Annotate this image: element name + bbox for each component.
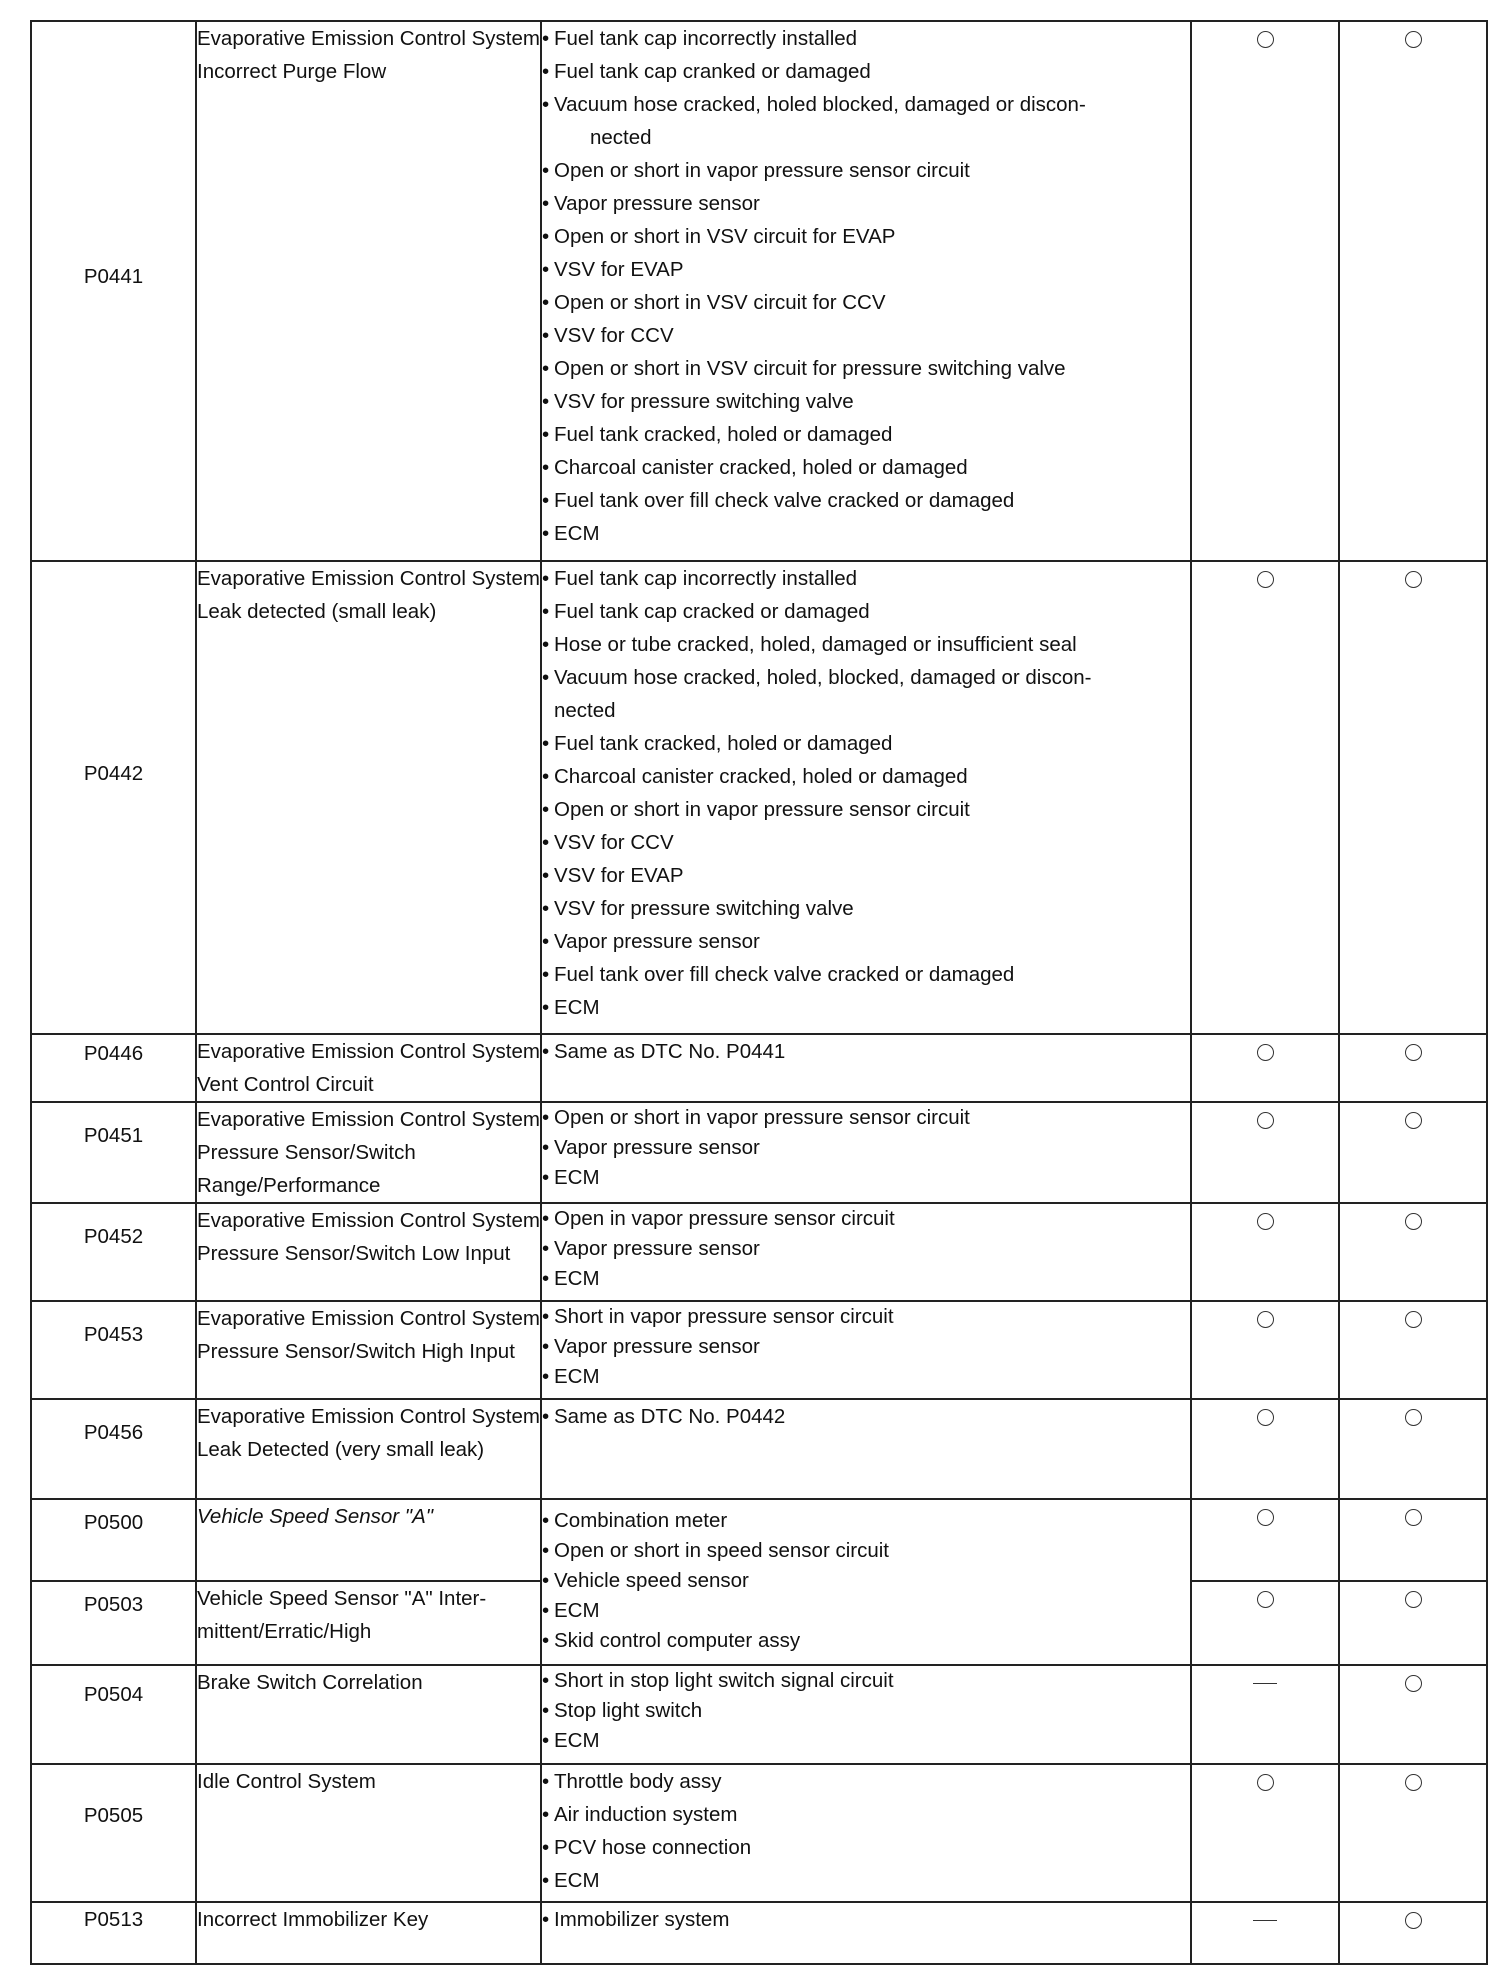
trouble-area-item: • VSV for EVAP [542,253,1190,286]
table-row-p0442 [31,561,1487,1034]
circle-icon [1257,1774,1274,1791]
trouble-area-item: • ECM [542,1864,1190,1897]
circle-icon [1257,1409,1274,1426]
dash-icon [1253,1683,1277,1684]
detection-item: Evaporative Emission Control System Pressure Sensor/Switch Low Input [196,1203,541,1301]
trouble-area-item: • ECM [542,1264,1190,1294]
trouble-area-item: • Open or short in vapor pressure sensor circuit [542,154,1190,187]
trouble-area-item: • Vapor pressure sensor [542,925,1190,958]
trouble-area-item: • Open or short in vapor pressure sensor circuit [542,1103,1190,1133]
memory-mark [1339,1034,1487,1102]
trouble-area-item: • Vapor pressure sensor [542,1332,1190,1362]
trouble-area-item: • ECM [542,1726,1190,1756]
memory-mark [1339,1764,1487,1902]
circle-icon [1405,31,1422,48]
circle-icon [1257,571,1274,588]
table-row-p0451 [31,1102,1487,1203]
detection-item: Evaporative Emission Control System Leak Detected (very small leak) [196,1399,541,1499]
dtc-code: P0500 [31,1499,196,1581]
trouble-area-item: • VSV for CCV [542,319,1190,352]
trouble-area-item: • Fuel tank cap cranked or damaged [542,55,1190,88]
dtc-table [30,20,1488,1965]
trouble-area-item: • ECM [542,1362,1190,1392]
trouble-area-item: • Fuel tank over fill check valve cracked or damaged [542,484,1190,517]
trouble-area-item: • Skid control computer assy [542,1626,1190,1656]
memory-mark [1339,21,1487,561]
trouble-area-item: • Fuel tank over fill check valve cracked or damaged [542,958,1190,991]
memory-mark [1339,1301,1487,1399]
circle-icon [1257,1509,1274,1526]
detection-item: Evaporative Emission Control System Leak detected (small leak) [196,561,541,1034]
trouble-area [541,1499,1191,1665]
detection-item: Evaporative Emission Control System Incorrect Purge Flow [196,21,541,561]
dtc-code: P0503 [31,1581,196,1665]
table-row-p0513 [31,1902,1487,1964]
circle-icon [1257,1311,1274,1328]
trouble-area-item: • Throttle body assy [542,1765,1190,1798]
table-row-p0441 [31,21,1487,561]
trouble-area [541,1764,1191,1902]
circle-icon [1405,1591,1422,1608]
dtc-code: P0446 [31,1034,196,1102]
trouble-area-item: • Same as DTC No. P0441 [542,1035,1190,1068]
detection-item: Evaporative Emission Control System Vent Control Circuit [196,1034,541,1102]
trouble-area-item: • VSV for CCV [542,826,1190,859]
circle-icon [1257,1213,1274,1230]
trouble-area-item: • ECM [542,517,1190,550]
detection-item: Evaporative Emission Control System Pressure Sensor/Switch High Input [196,1301,541,1399]
mil-mark [1191,1764,1339,1902]
trouble-area-item: • ECM [542,1163,1190,1193]
trouble-area [541,1399,1191,1499]
trouble-area-item: • Hose or tube cracked, holed, damaged or insufficient seal [542,628,1190,661]
trouble-area-item: • Open or short in VSV circuit for pressure switching valve [542,352,1190,385]
dtc-code: P0456 [31,1399,196,1499]
trouble-area [541,1102,1191,1203]
table-row-p0505 [31,1764,1487,1902]
mil-mark [1191,1203,1339,1301]
mil-mark [1191,1902,1339,1964]
memory-mark [1339,1102,1487,1203]
trouble-area-item-continued: nected [554,699,616,722]
trouble-area [541,21,1191,561]
mil-mark [1191,1399,1339,1499]
trouble-area-item-continued: nected [590,126,652,149]
trouble-area-item: • Stop light switch [542,1696,1190,1726]
trouble-area-item: • Fuel tank cracked, holed or damaged [542,418,1190,451]
mil-mark [1191,21,1339,561]
trouble-area-item: • Short in vapor pressure sensor circuit [542,1302,1190,1332]
table-row-p0453 [31,1301,1487,1399]
mil-mark [1191,1301,1339,1399]
detection-item: Vehicle Speed Sensor "A" [196,1499,541,1581]
mil-mark [1191,1581,1339,1665]
table-row-p0500 [31,1499,1487,1581]
circle-icon [1257,1044,1274,1061]
memory-mark [1339,1665,1487,1764]
circle-icon [1405,1509,1422,1526]
memory-mark [1339,1499,1487,1581]
table-row-p0446 [31,1034,1487,1102]
dtc-code: P0441 [31,21,196,561]
circle-icon [1405,1675,1422,1692]
trouble-area-item: • Same as DTC No. P0442 [542,1400,1190,1433]
detection-item: Vehicle Speed Sensor "A" Inter- mittent/Erratic/High [196,1581,541,1665]
circle-icon [1405,1409,1422,1426]
circle-icon [1405,571,1422,588]
trouble-area-item: • ECM [542,1596,1190,1626]
dtc-code: P0513 [31,1902,196,1964]
circle-icon [1257,1112,1274,1129]
trouble-area [541,1203,1191,1301]
circle-icon [1405,1774,1422,1791]
trouble-area-item: • Fuel tank cap cracked or damaged [542,595,1190,628]
detection-item: Evaporative Emission Control System Pressure Sensor/Switch Range/Performance [196,1102,541,1203]
circle-icon [1405,1311,1422,1328]
trouble-area-item: • Open in vapor pressure sensor circuit [542,1204,1190,1234]
detection-item: Idle Control System [196,1764,541,1902]
trouble-area-item: • Fuel tank cap incorrectly installed [542,562,1190,595]
trouble-area-item: • Fuel tank cap incorrectly installed [542,22,1190,55]
trouble-area-item: • VSV for pressure switching valve [542,892,1190,925]
trouble-area-item: • Vapor pressure sensor [542,187,1190,220]
dash-icon [1253,1920,1277,1921]
dtc-code: P0442 [31,561,196,1034]
trouble-area-item: • Vacuum hose cracked, holed, blocked, damaged or discon- [542,661,1190,694]
trouble-area-item: • Open or short in VSV circuit for EVAP [542,220,1190,253]
trouble-area [541,1902,1191,1964]
trouble-area-item: • Fuel tank cracked, holed or damaged [542,727,1190,760]
trouble-area [541,561,1191,1034]
mil-mark [1191,1499,1339,1581]
table-row-p0456 [31,1399,1487,1499]
trouble-area-item: • ECM [542,991,1190,1024]
dtc-code: P0452 [31,1203,196,1301]
trouble-area-item: • Vacuum hose cracked, holed blocked, damaged or discon- [542,88,1190,121]
memory-mark [1339,1203,1487,1301]
circle-icon [1257,1591,1274,1608]
memory-mark [1339,1902,1487,1964]
trouble-area-item: • Short in stop light switch signal circuit [542,1666,1190,1696]
trouble-area [541,1301,1191,1399]
circle-icon [1257,31,1274,48]
trouble-area-item: • Charcoal canister cracked, holed or damaged [542,760,1190,793]
trouble-area [541,1034,1191,1102]
detection-item: Incorrect Immobilizer Key [196,1902,541,1964]
circle-icon [1405,1112,1422,1129]
trouble-area [541,1665,1191,1764]
circle-icon [1405,1044,1422,1061]
trouble-area-item: • VSV for pressure switching valve [542,385,1190,418]
trouble-area-item: • Vapor pressure sensor [542,1234,1190,1264]
dtc-code: P0504 [31,1665,196,1764]
trouble-area-item: • VSV for EVAP [542,859,1190,892]
trouble-area-item: • Open or short in VSV circuit for CCV [542,286,1190,319]
mil-mark [1191,1665,1339,1764]
trouble-area-item: • Air induction system [542,1798,1190,1831]
dtc-table-body [31,21,1487,1964]
mil-mark [1191,561,1339,1034]
memory-mark [1339,561,1487,1034]
dtc-code: P0453 [31,1301,196,1399]
dtc-code: P0505 [31,1764,196,1902]
trouble-area-item: • Open or short in speed sensor circuit [542,1536,1190,1566]
circle-icon [1405,1912,1422,1929]
table-row-p0504 [31,1665,1487,1764]
circle-icon [1405,1213,1422,1230]
trouble-area-item: • Open or short in vapor pressure sensor circuit [542,793,1190,826]
trouble-area-item: • Vapor pressure sensor [542,1133,1190,1163]
trouble-area-item: • Immobilizer system [542,1903,1190,1936]
trouble-area-item: • Vehicle speed sensor [542,1566,1190,1596]
dtc-code: P0451 [31,1102,196,1203]
memory-mark [1339,1581,1487,1665]
trouble-area-item: • Charcoal canister cracked, holed or damaged [542,451,1190,484]
mil-mark [1191,1102,1339,1203]
memory-mark [1339,1399,1487,1499]
mil-mark [1191,1034,1339,1102]
trouble-area-item: • PCV hose connection [542,1831,1190,1864]
trouble-area-item: • Combination meter [542,1506,1190,1536]
table-row-p0452 [31,1203,1487,1301]
detection-item: Brake Switch Correlation [196,1665,541,1764]
